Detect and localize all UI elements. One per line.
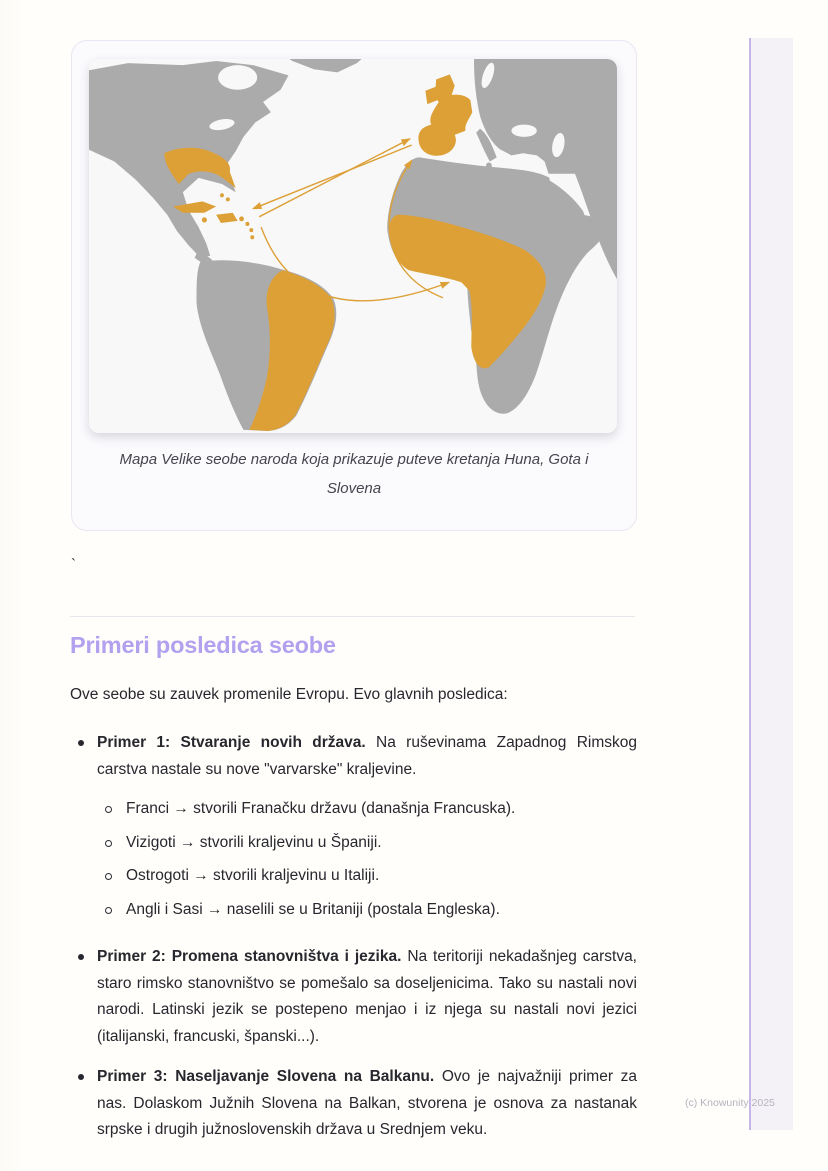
bullet-dot bbox=[78, 740, 84, 746]
list-item-text: Ovo je najvažniji primer za nas. Dolaskom Južnih Slovena na Balkan, stvorena je osnova za nastanak srpske i drugih južnoslovenskih država u Srednjem veku. bbox=[97, 1068, 637, 1138]
sub-item-text: Angli i Sasi → naselili se u Britaniji (postala Engleska). bbox=[126, 900, 500, 918]
list-item-bold-lead: Primer 1: Stvaranje novih država. bbox=[97, 734, 366, 751]
list-item-body bbox=[97, 1064, 637, 1144]
page-edge-stripe bbox=[749, 38, 793, 1130]
section-heading: Primeri posledica seobe bbox=[70, 632, 336, 658]
watermark: (c) Knowunity 2025 bbox=[685, 1097, 775, 1109]
circle-marker bbox=[105, 806, 112, 813]
circle-marker bbox=[105, 907, 112, 914]
list-item-primer-2 bbox=[70, 944, 637, 1050]
bullet-dot bbox=[78, 1074, 84, 1080]
sub-list bbox=[105, 796, 637, 923]
list-item-body bbox=[97, 944, 637, 1050]
sub-item-text: Vizigoti → stvorili kraljevinu u Španiji. bbox=[126, 833, 382, 851]
list-item-text: Na teritoriji nekadašnjeg carstva, staro rimsko stanovništvo se pomešalo sa doseljenicima. Tako su nastali novi narodi. Latinski jezik se postepeno menjao i iz njega su nastali novi jezici (italijanski, francuski, španski...). bbox=[97, 948, 637, 1045]
sub-item-text: Franci → stvorili Franačku državu (današnja Francuska). bbox=[126, 800, 516, 817]
sub-list-item bbox=[105, 863, 637, 890]
migration-map-image bbox=[89, 59, 617, 433]
sub-item-text: Ostrogoti → stvorili kraljevinu u Italiji. bbox=[126, 867, 380, 884]
list-item-primer-3 bbox=[70, 1064, 637, 1144]
figure-card bbox=[71, 40, 637, 531]
circle-marker bbox=[105, 840, 112, 847]
list-item-text: Na ruševinama Zapadnog Rimskog carstva nastale su nove "varvarske" kraljevine. bbox=[97, 734, 638, 778]
intro-paragraph: Ove seobe su zauvek promenile Evropu. Evo glavnih posledica: bbox=[70, 686, 508, 703]
list-item-bold-lead: Primer 3: Naseljavanje Slovena na Balkanu. bbox=[97, 1068, 435, 1085]
section-divider bbox=[70, 616, 635, 617]
sub-list-item bbox=[105, 897, 637, 924]
map-frame bbox=[89, 59, 617, 433]
consequences-list bbox=[70, 730, 637, 1158]
stray-backtick: ` bbox=[71, 556, 76, 573]
circle-marker bbox=[105, 873, 112, 880]
bullet-dot bbox=[78, 954, 84, 960]
list-item-primer-1 bbox=[70, 730, 637, 930]
map-caption: Mapa Velike seobe naroda koja prikazuje puteve kretanja Huna, Gota i Slovena bbox=[119, 451, 589, 497]
list-item-bold-lead: Primer 2: Promena stanovništva i jezika. bbox=[97, 948, 402, 965]
sub-list-item bbox=[105, 830, 637, 857]
list-item-body bbox=[97, 730, 637, 930]
sub-list-item bbox=[105, 796, 637, 823]
